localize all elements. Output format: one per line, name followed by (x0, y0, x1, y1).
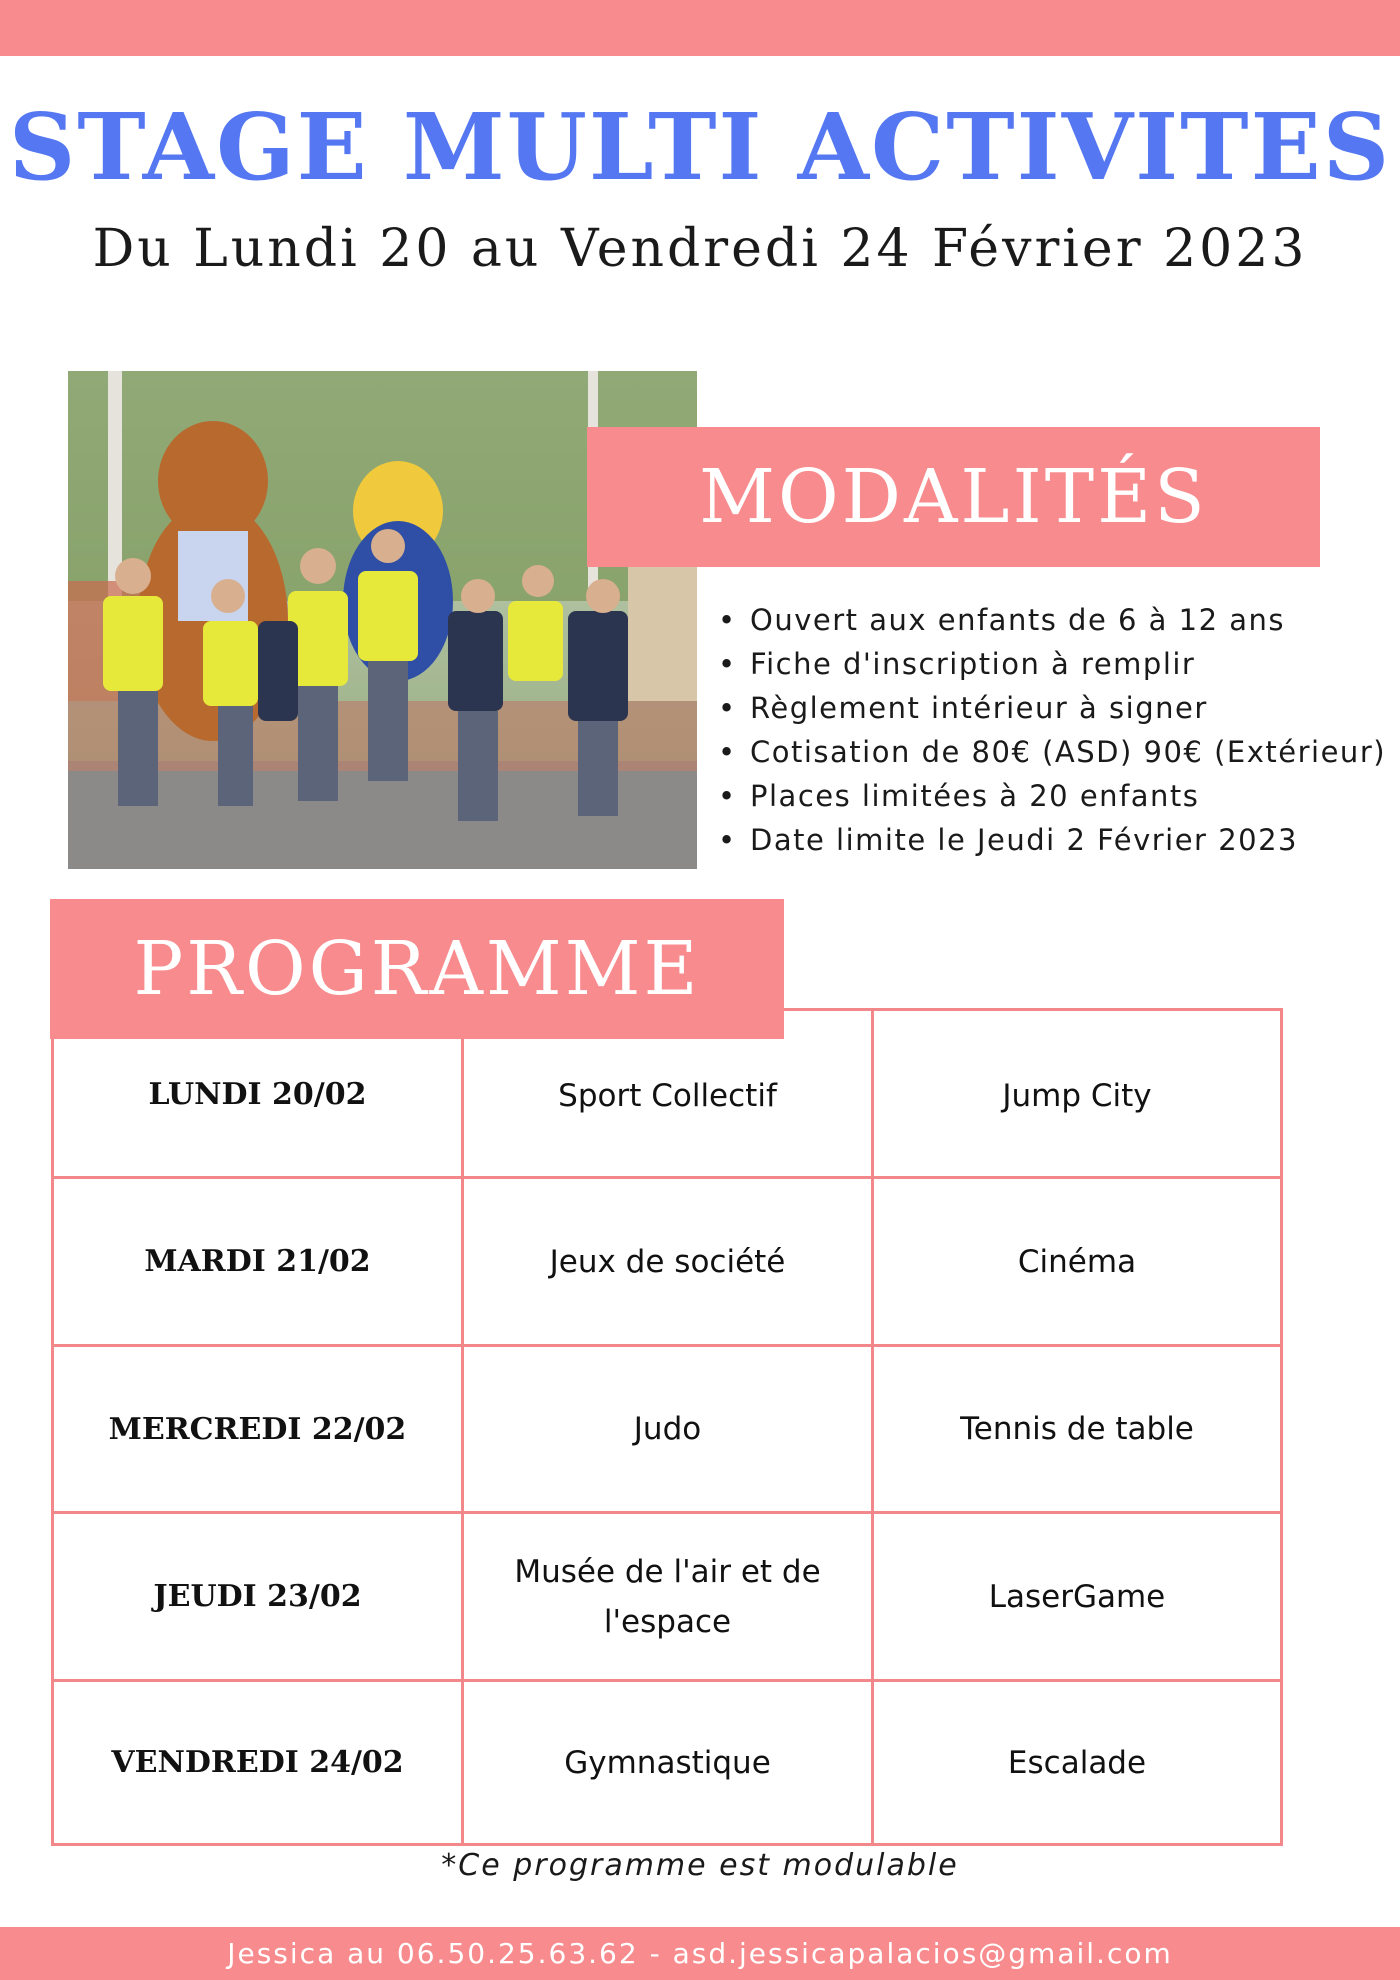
programme-note: *Ce programme est modulable (441, 1848, 959, 1883)
list-item: • Places limitées à 20 enfants (718, 779, 1200, 813)
list-item: • Date limite le Jeudi 2 Février 2023 (718, 823, 1298, 857)
list-item: • Fiche d'inscription à remplir (718, 647, 1196, 681)
table-cell-activity: Escalade (1007, 1744, 1147, 1781)
table-cell-day: MARDI 21/02 (144, 1244, 371, 1279)
list-item: • Règlement intérieur à signer (718, 691, 1208, 725)
table-cell-day: VENDREDI 24/02 (111, 1745, 404, 1780)
programme-heading: PROGRAMME (50, 899, 784, 1039)
page-title: STAGE MULTI ACTIVITES (8, 93, 1392, 201)
table-cell-activity: Cinéma (1017, 1243, 1137, 1280)
table-cell-activity: Jeux de société (549, 1243, 786, 1280)
modalites-list (718, 598, 1386, 862)
table-cell-day: JEUDI 23/02 (153, 1579, 362, 1614)
list-item: • Cotisation de 80€ (ASD) 90€ (Extérieur) (718, 735, 1387, 769)
top-band (0, 0, 1400, 56)
table-cell-activity: Musée de l'air et de l'espace (514, 1553, 821, 1640)
list-item: • Ouvert aux enfants de 6 à 12 ans (718, 603, 1286, 637)
table-cell-activity: Gymnastique (564, 1744, 771, 1781)
table-cell-activity: Judo (633, 1411, 702, 1447)
table-cell-activity: LaserGame (988, 1578, 1166, 1615)
page-subtitle: Du Lundi 20 au Vendredi 24 Février 2023 (92, 219, 1308, 279)
table-cell-activity: Jump City (1002, 1078, 1152, 1114)
table-cell-activity: Sport Collectif (558, 1078, 777, 1114)
table-cell-activity: Tennis de table (960, 1411, 1194, 1447)
modalites-heading: MODALITÉS (587, 427, 1320, 567)
table-cell-day: LUNDI 20/02 (148, 1076, 367, 1112)
table-cell-day: MERCREDI 22/02 (108, 1411, 407, 1447)
footer-contact: Jessica au 06.50.25.63.62 - asd.jessicapalacios@gmail.com (0, 1927, 1400, 1980)
